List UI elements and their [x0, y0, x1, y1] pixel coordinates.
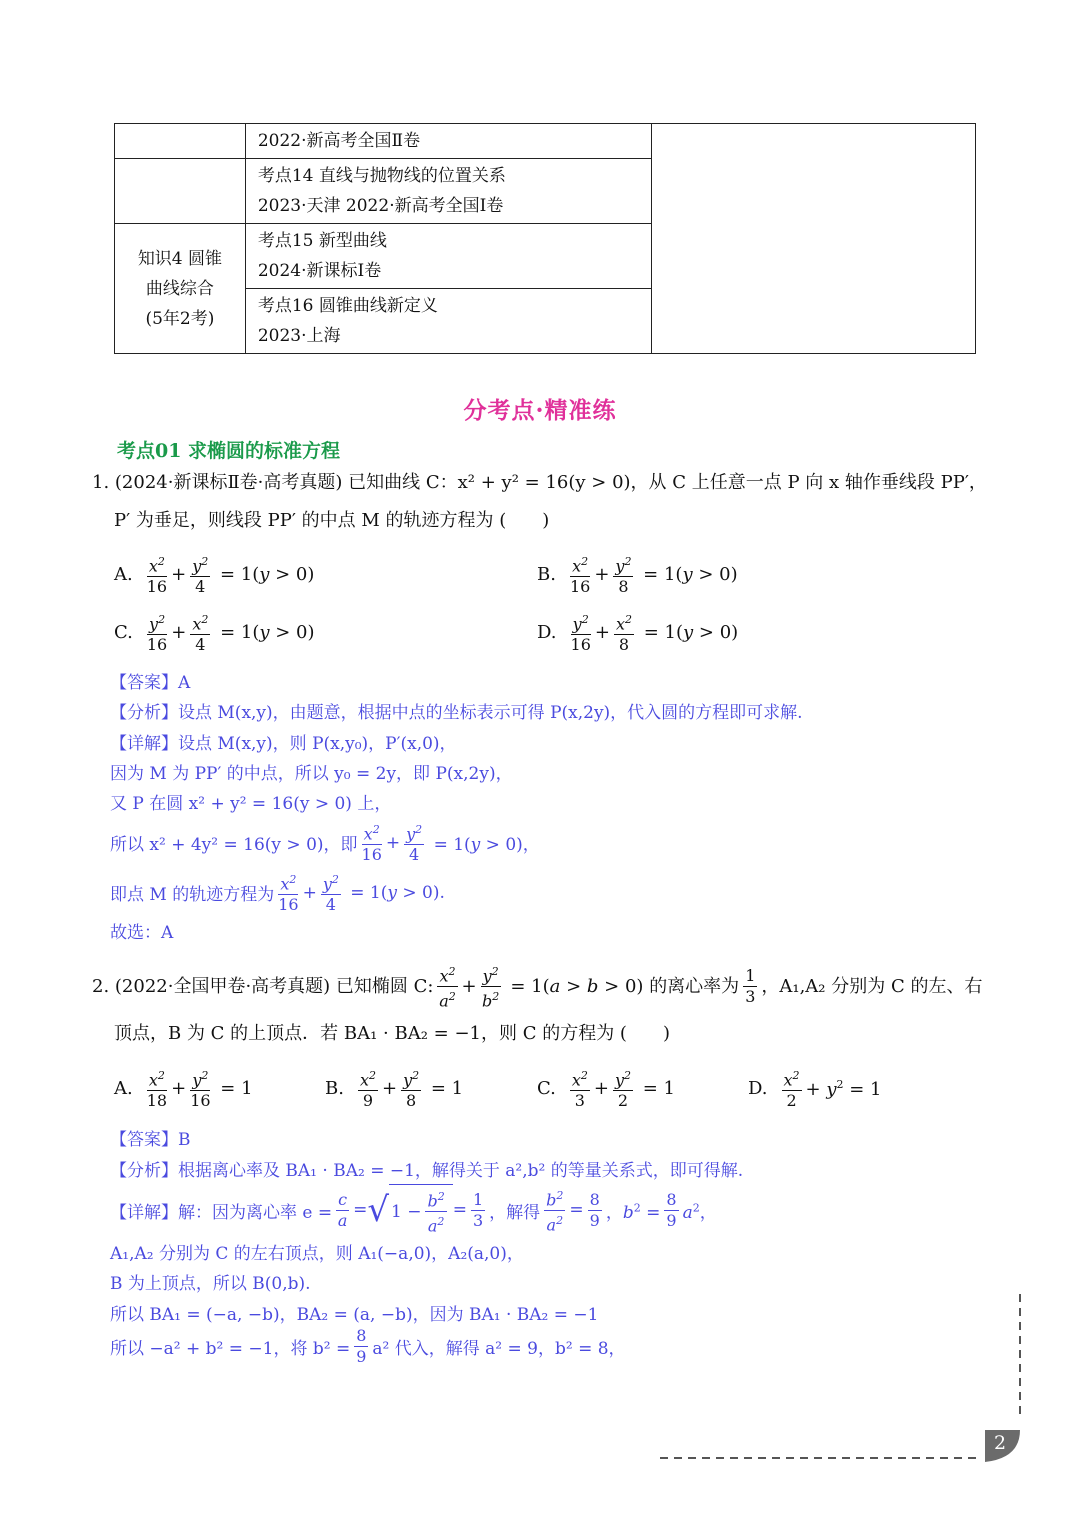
q1-choose: 故选：A: [110, 923, 174, 943]
cell-line: 2024·新课标Ⅰ卷: [257, 261, 382, 281]
table-cell: [245, 224, 652, 289]
q2-analysis: 【分析】根据离心率及 BA₁ · BA₂ = −1，解得关于 a²,b² 的等量关系式，即可得解.: [110, 1161, 744, 1181]
q1-detail-line: 因为 M 为 PP′ 的中点，所以 y₀ = 2y，即 P(x,2y)，: [110, 764, 513, 784]
option-letter: D.: [537, 622, 557, 644]
knowledge-line: 曲线综合: [145, 278, 214, 299]
detail-text: 【详解】解：因为离心率 e =: [110, 1202, 333, 1223]
q1-detail-line: 即点 M 的轨迹方程为 $\frac{x^2}{16}$ + $\frac{y^2}{4}$ = 1(y > 0).: [110, 870, 445, 915]
kaodian-title: 考点01 求椭圆的标准方程: [117, 440, 341, 462]
q1-option-c: C. $\frac{y^2}{16}$ + $\frac{x^2}{4}$ = 1(y > 0): [114, 610, 315, 655]
detail-text: a² 代入，解得 a² = 9，b² = 8，: [372, 1339, 626, 1359]
stem-text: 2. (2022·全国甲卷·高考真题) 已知椭圆 C:: [92, 975, 434, 997]
q1-option-d: D. $\frac{y^2}{16}$ + $\frac{x^2}{8}$ = 1(y > 0): [537, 610, 738, 655]
q2-option-c: C. $\frac{x^2}{3}$ + $\frac{y^2}{2}$ = 1: [537, 1066, 675, 1111]
knowledge-cell: [115, 224, 246, 354]
option-letter: B.: [325, 1078, 344, 1100]
q2-detail-line: 所以 BA₁ = (−a, −b)，BA₂ = (a, −b)，因为 BA₁ · BA₂ = −1: [110, 1305, 599, 1325]
page-corner-decoration: [650, 1290, 1030, 1470]
detail-text: 即点 M 的轨迹方程为: [110, 885, 275, 906]
option-letter: B.: [537, 564, 556, 586]
stem-text: ，A₁,A₂ 分别为 C 的左、右: [761, 975, 983, 997]
detail-text: 所以 −a² + b² = −1，将 b² =: [110, 1339, 351, 1359]
q2-option-a: A. $\frac{x^2}{18}$ + $\frac{y^2}{16}$ = 1: [114, 1066, 253, 1111]
q1-detail-line: 所以 x² + 4y² = 16(y > 0)，即 $\frac{x^2}{16}$ + $\frac{y^2}{4}$ = 1(y > 0)，: [110, 820, 540, 865]
option-letter: A.: [114, 564, 133, 586]
knowledge-line: 知识4 圆锥: [137, 248, 223, 269]
option-letter: D.: [748, 1078, 768, 1100]
q2-answer: 【答案】B: [110, 1130, 191, 1150]
q2-option-b: B. $\frac{x^2}{9}$ + $\frac{y^2}{8}$ = 1: [325, 1066, 463, 1111]
q2-detail-line: 【详解】解：因为离心率 e = $\frac{c}{a}$ = √ 1 − $\frac{b^2}{a^2}$ = $\frac{1}{3}$ ，解得 $\frac{b^2}{a^2}$ = $\frac{8}{9}$ ，$b^2$ = $\frac{8}{9}$ $a^2$，: [110, 1184, 717, 1237]
cell-line: 考点16 圆锥曲线新定义: [257, 296, 438, 316]
detail-text: 所以 x² + 4y² = 16(y > 0)，即: [110, 835, 358, 856]
q1-stem-line1: 1. (2024·新课标Ⅱ卷·高考真题) 已知曲线 C：x² + y² = 16(y > 0)，从 C 上任意一点 P 向 x 轴作垂线段 PP′，: [92, 472, 987, 493]
stem-text: 的离心率为: [649, 975, 740, 997]
q1-option-a: A. $\frac{x^2}{16}$ + $\frac{y^2}{4}$ = 1(y > 0): [114, 552, 314, 597]
q2-option-d: D. $\frac{x^2}{2}$ + $y^2 = 1$: [748, 1066, 882, 1111]
cell-line: 2022·新高考全国Ⅱ卷: [257, 131, 421, 151]
table-cell-empty: [652, 124, 976, 354]
q2-detail-line: 所以 −a² + b² = −1，将 b² = $\frac{8}{9}$ a² 代入，解得 a² = 9，b² = 8，: [110, 1326, 626, 1366]
table-cell: [245, 289, 652, 354]
cell-line: 2023·上海: [257, 326, 341, 346]
table-cell: [245, 124, 652, 159]
q2-stem-line2: 顶点，B 为 C 的上顶点．若 BA₁ · BA₂ = −1，则 C 的方程为 ( ): [114, 1023, 670, 1044]
page-number: 2: [993, 1432, 1007, 1454]
table-cell-empty: [115, 159, 246, 224]
option-letter: A.: [114, 1078, 133, 1100]
q1-option-b: B. $\frac{x^2}{16}$ + $\frac{y^2}{8}$ = 1(y > 0): [537, 552, 738, 597]
option-letter: C.: [537, 1078, 556, 1100]
detail-text: ，解得: [489, 1202, 541, 1223]
cell-line: 考点14 直线与抛物线的位置关系: [257, 166, 506, 186]
cell-line: 2023·天津 2022·新高考全国Ⅰ卷: [257, 196, 504, 216]
q1-detail-line: 又 P 在圆 x² + y² = 16(y > 0) 上，: [110, 794, 392, 814]
table-cell-empty: [115, 124, 246, 159]
q1-answer: 【答案】A: [110, 673, 191, 693]
section-title: 分考点·精准练: [463, 397, 617, 424]
table-cell: [245, 159, 652, 224]
q1-analysis: 【分析】设点 M(x,y)，由题意，根据中点的坐标表示可得 P(x,2y)，代入圆的方程即可求解.: [110, 703, 803, 723]
q1-detail-line: 【详解】设点 M(x,y)，则 P(x,y₀)，P′(x,0)，: [110, 734, 457, 754]
cell-line: 考点15 新型曲线: [257, 231, 387, 251]
option-letter: C.: [114, 622, 133, 644]
q1-stem-line2: P′ 为垂足，则线段 PP′ 的中点 M 的轨迹方程为 ( ): [114, 510, 550, 531]
exam-point-table: [114, 123, 976, 354]
knowledge-line: (5年2考): [145, 308, 215, 329]
q2-stem-line1: 2. (2022·全国甲卷·高考真题) 已知椭圆 C: $\frac{x^2}{a^2}$ + $\frac{y^2}{b^2}$ = 1(a > b > 0) 的离心率为 $\frac{1}{3}$ ，A₁,A₂ 分别为 C 的左、右: [92, 962, 982, 1012]
q2-detail-line: B 为上顶点，所以 B(0,b).: [110, 1274, 311, 1294]
q2-detail-line: A₁,A₂ 分别为 C 的左右顶点，则 A₁(−a,0)，A₂(a,0)，: [110, 1244, 524, 1264]
